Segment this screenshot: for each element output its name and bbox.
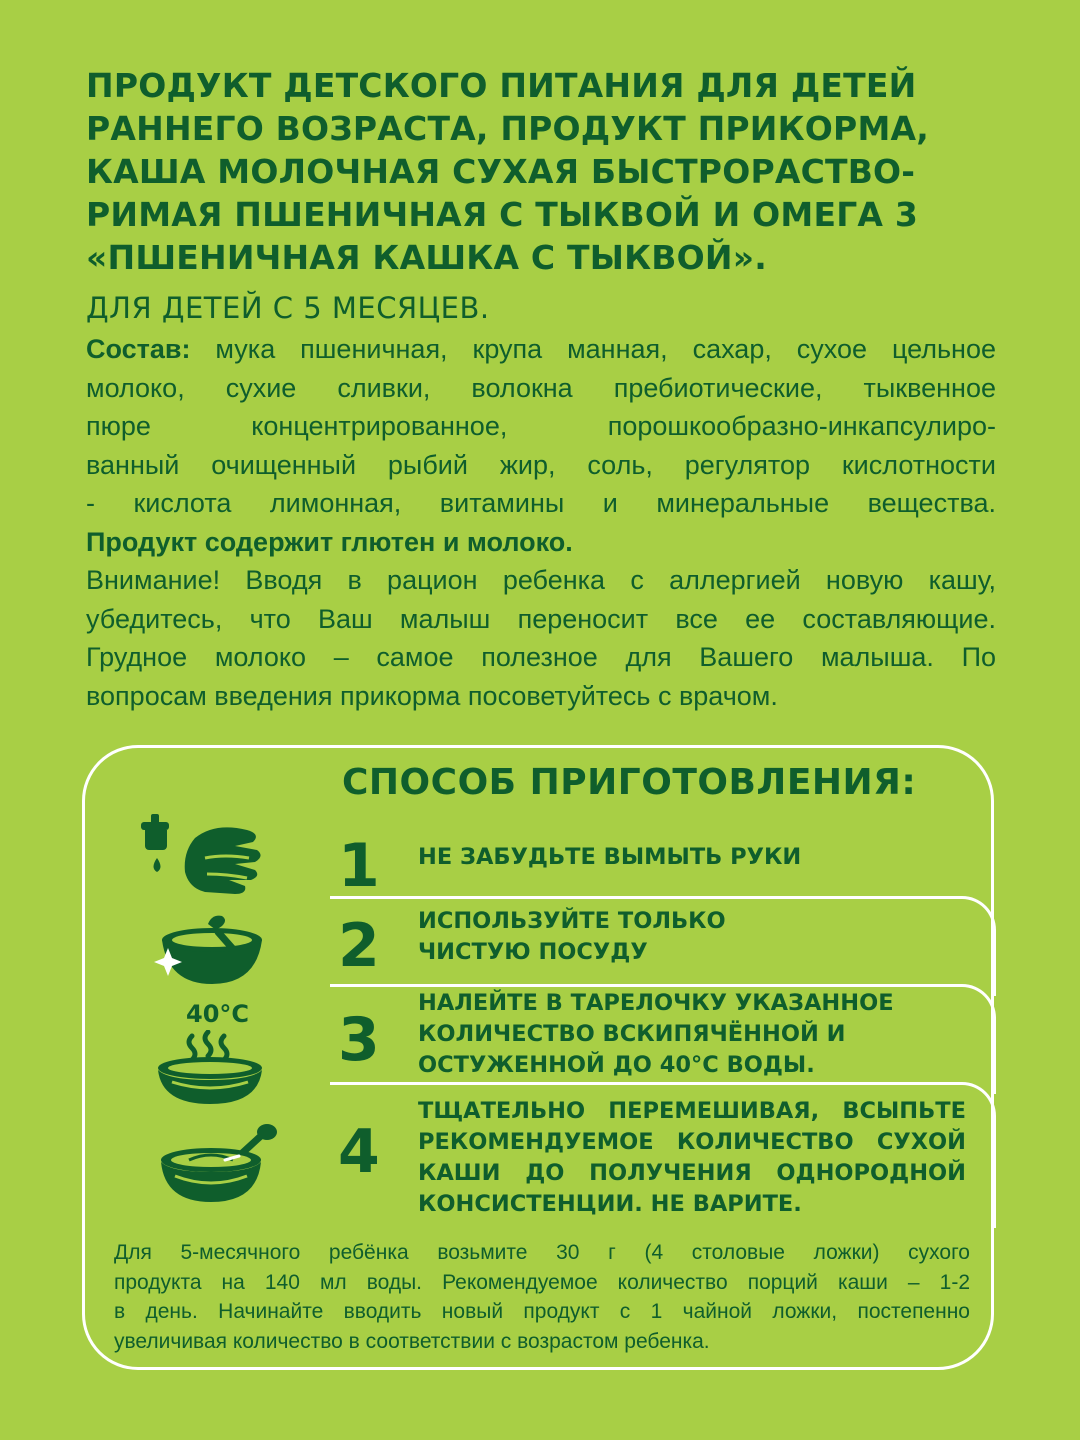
warning-line: Внимание! Вводя в рацион ребенка с аллергией новую кашу,: [86, 565, 996, 595]
step-number: 1: [338, 831, 380, 901]
step-text-line: ТЩАТЕЛЬНО ПЕРЕМЕШИВАЯ, ВСЫПЬТЕ: [418, 1098, 966, 1124]
composition-line: - кислота лимонная, витамины и минеральные вещества.: [86, 488, 996, 518]
preparation-title: СПОСОБ ПРИГОТОВЛЕНИЯ:: [342, 762, 917, 803]
step-text-line: НАЛЕЙТЕ В ТАРЕЛОЧКУ УКАЗАННОЕ: [418, 990, 894, 1016]
composition-label: Состав:: [86, 334, 191, 364]
step-text-line: КАШИ ДО ПОЛУЧЕНИЯ ОДНОРОДНОЙ: [418, 1160, 966, 1186]
composition-first-line: мука пшеничная, крупа манная, сахар, сухое цельное: [190, 334, 996, 364]
title-line: РАННЕГО ВОЗРАСТА, ПРОДУКТ ПРИКОРМА,: [86, 109, 929, 148]
dosage-note: [114, 1238, 970, 1356]
mixing-bowl-icon: [155, 1120, 280, 1210]
composition-block: [86, 330, 996, 715]
dosage-line: Для 5-месячного ребёнка возьмите 30 г (4 столовые ложки) сухого: [114, 1241, 970, 1264]
step-text-line: ЧИСТУЮ ПОСУДУ: [418, 939, 648, 965]
product-title: [86, 64, 1006, 279]
warning-line: вопросам введения прикорма посоветуйтесь с врачом.: [86, 680, 778, 711]
clean-bowl-icon: [148, 910, 273, 995]
hand-washing-icon: [135, 808, 270, 908]
composition-line: молоко, сухие сливки, волокна пребиотические, тыквенное: [86, 372, 996, 403]
title-line: РИМАЯ ПШЕНИЧНАЯ С ТЫКВОЙ И ОМЕГА 3: [86, 195, 919, 234]
step-number: 2: [338, 911, 380, 981]
allergen-notice: Продукт содержит глютен и молоко.: [86, 526, 573, 557]
dosage-line: увеличивая количество в соответствии с возрастом ребенка.: [114, 1329, 710, 1353]
title-line: ПРОДУКТ ДЕТСКОГО ПИТАНИЯ ДЛЯ ДЕТЕЙ: [86, 66, 917, 105]
step-2-text: [418, 906, 966, 968]
age-label: ДЛЯ ДЕТЕЙ С 5 МЕСЯЦЕВ.: [86, 291, 490, 325]
step-text-line: ИСПОЛЬЗУЙТЕ ТОЛЬКО: [418, 908, 726, 934]
step-text-line: КОЛИЧЕСТВО ВСКИПЯЧЁННОЙ И: [418, 1021, 846, 1047]
title-line: КАША МОЛОЧНАЯ СУХАЯ БЫСТРОРАСТВО-: [86, 152, 916, 191]
composition-line: ванный очищенный рыбий жир, соль, регулятор кислотности: [86, 449, 996, 480]
warning-line: убедитесь, что Ваш малыш переносит все ее составляющие.: [86, 603, 996, 634]
step-4-text: [418, 1096, 966, 1220]
step-3-text: [418, 988, 966, 1081]
warm-water-bowl-icon: [150, 1030, 270, 1105]
step-text-line: РЕКОМЕНДУЕМОЕ КОЛИЧЕСТВО СУХОЙ: [418, 1129, 966, 1155]
step-text-line: ОСТУЖЕННОЙ ДО 40°С ВОДЫ.: [418, 1052, 815, 1078]
step-number: 3: [338, 1005, 380, 1075]
step-text-line: НЕ ЗАБУДЬТЕ ВЫМЫТЬ РУКИ: [418, 844, 802, 870]
step-text-line: КОНСИСТЕНЦИИ. НЕ ВАРИТЕ.: [418, 1191, 802, 1217]
composition-line: пюре концентрированное, порошкообразно-инкапсулиро-: [86, 411, 996, 441]
composition-line: [86, 330, 996, 369]
dosage-line: продукта на 140 мл воды. Рекомендуемое количество порций каши – 1-2: [114, 1270, 970, 1294]
step-1-text: [418, 842, 966, 873]
title-line: «ПШЕНИЧНАЯ КАШКА С ТЫКВОЙ».: [86, 238, 767, 277]
step-number: 4: [338, 1117, 380, 1187]
warning-line: Грудное молоко – самое полезное для Вашего малыша. По: [86, 642, 996, 672]
temperature-label: 40°С: [186, 1000, 250, 1028]
dosage-line: в день. Начинайте вводить новый продукт с 1 чайной ложки, постепенно: [114, 1300, 970, 1323]
